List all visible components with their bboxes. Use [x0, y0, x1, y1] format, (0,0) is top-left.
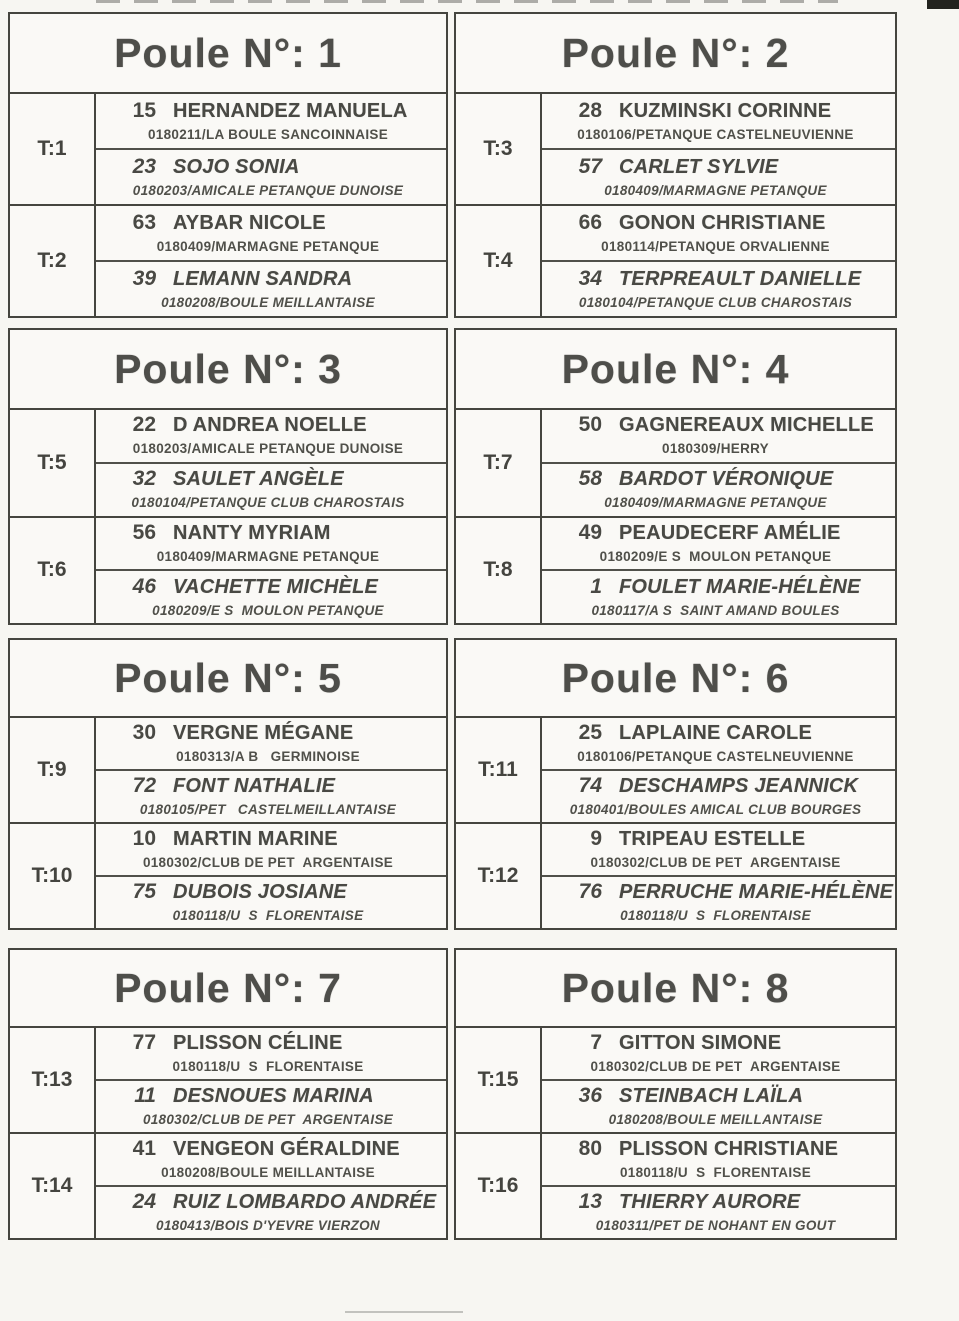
player-club: 0180117/A S SAINT AMAND BOULES	[591, 602, 840, 618]
pool-4-title: Poule N°: 4	[561, 345, 790, 392]
player-club: 0180302/CLUB DE PET ARGENTAISE	[590, 855, 841, 870]
player-number: 66	[578, 210, 602, 234]
player-club: 0180104/PETANQUE CLUB CHAROSTAIS	[578, 294, 853, 310]
player-club: 0180302/CLUB DE PET ARGENTAISE	[142, 1112, 394, 1127]
player-club: 0180203/AMICALE PETANQUE DUNOISE	[132, 182, 404, 198]
scan-bottom-mark	[345, 1311, 463, 1313]
pool-2-title: Poule N°: 2	[561, 29, 790, 76]
player-club: 0180409/MARMAGNE PETANQUE	[604, 495, 827, 511]
player-name: NANTY MYRIAM	[173, 521, 331, 544]
pool-8-title: Poule N°: 8	[561, 964, 790, 1011]
terrain-t2-label: T:2	[10, 206, 96, 316]
player-name: FONT NATHALIE	[173, 775, 336, 797]
player-club: 0180118/U S FLORENTAISE	[172, 1059, 364, 1074]
pool-3-title: Poule N°: 3	[114, 345, 342, 392]
player-club: 0180302/CLUB DE PET ARGENTAISE	[590, 1059, 841, 1074]
terrain-t3	[456, 94, 895, 206]
player-number: 30	[132, 721, 156, 744]
player-club: 0180118/U S FLORENTAISE	[619, 1165, 812, 1180]
player-name: SOJO SONIA	[173, 155, 300, 178]
player-club: 0180211/LA BOULE SANCOINNAISE	[147, 126, 389, 142]
player-row	[542, 410, 895, 464]
pool-1-title: Poule N°: 1	[114, 29, 342, 76]
pool-5-title: Poule N°: 5	[114, 654, 342, 701]
pool-6	[454, 638, 897, 930]
pool-2	[454, 12, 897, 318]
terrain-t6	[10, 518, 446, 624]
player-number: 24	[132, 1190, 156, 1213]
player-name: AYBAR NICOLE	[173, 211, 326, 234]
player-row	[542, 1134, 895, 1187]
player-club: 0180118/U S FLORENTAISE	[620, 908, 811, 923]
player-row	[542, 824, 895, 877]
player-number: 56	[132, 520, 156, 544]
player-number: 63	[132, 210, 156, 234]
player-row	[96, 1187, 446, 1238]
terrain-t1-label: T:1	[10, 94, 96, 204]
player-name: TRIPEAU ESTELLE	[619, 828, 806, 850]
pool-1	[8, 12, 448, 318]
player-number: 39	[132, 266, 156, 290]
player-name: TERPREAULT DANIELLE	[619, 267, 862, 290]
player-name: BARDOT VÉRONIQUE	[619, 468, 834, 491]
player-club: 0180106/PETANQUE CASTELNEUVIENNE	[577, 126, 854, 142]
player-number: 25	[578, 721, 602, 744]
player-club: 0180309/HERRY	[662, 441, 769, 457]
player-name: LAPLAINE CAROLE	[619, 722, 812, 744]
player-name: DESNOUES MARINA	[173, 1085, 374, 1107]
terrain-t1	[10, 94, 446, 206]
player-name: SAULET ANGÈLE	[173, 468, 344, 491]
player-club: 0180106/PETANQUE CASTELNEUVIENNE	[577, 749, 854, 764]
terrain-t7	[456, 410, 895, 518]
terrain-t13	[10, 1028, 446, 1134]
player-name: STEINBACH LAÏLA	[619, 1085, 804, 1107]
player-club: 0180401/BOULES AMICAL CLUB BOURGES	[569, 802, 862, 817]
pool-7-title: Poule N°: 7	[114, 964, 342, 1011]
player-name: GONON CHRISTIANE	[619, 211, 826, 234]
player-name: KUZMINSKI CORINNE	[619, 99, 832, 122]
player-name: FOULET MARIE-HÉLÈNE	[619, 575, 861, 598]
player-row	[542, 718, 895, 771]
player-name: VACHETTE MICHÈLE	[173, 575, 379, 598]
terrain-t12	[456, 824, 895, 928]
player-name: VERGNE MÉGANE	[173, 722, 354, 744]
player-row	[96, 1081, 446, 1132]
player-name: GITTON SIMONE	[619, 1032, 782, 1054]
player-name: PLISSON CÉLINE	[173, 1032, 343, 1054]
pool-2-header	[456, 14, 895, 94]
player-name: RUIZ LOMBARDO ANDRÉE	[173, 1191, 437, 1213]
player-club: 0180413/BOIS D'YEVRE VIERZON	[156, 1218, 380, 1233]
player-number: 50	[578, 413, 602, 437]
terrain-t9-label: T:9	[10, 718, 96, 822]
player-row	[96, 206, 446, 262]
player-club: 0180118/U S FLORENTAISE	[172, 908, 364, 923]
player-club: 0180302/CLUB DE PET ARGENTAISE	[142, 855, 394, 870]
player-club: 0180208/BOULE MEILLANTAISE	[161, 294, 375, 310]
player-club: 0180409/MARMAGNE PETANQUE	[156, 548, 380, 564]
player-club: 0180311/PET DE NOHANT EN GOUT	[595, 1218, 836, 1233]
terrain-t11-label: T:11	[456, 718, 542, 822]
player-row	[542, 571, 895, 623]
player-club: 0180409/MARMAGNE PETANQUE	[156, 238, 380, 254]
player-row	[542, 94, 895, 150]
terrain-t14-label: T:14	[10, 1134, 96, 1238]
pool-7	[8, 948, 448, 1240]
player-number: 72	[132, 774, 156, 797]
pool-6-title: Poule N°: 6	[561, 654, 790, 701]
pool-3-header	[10, 330, 446, 410]
player-number: 32	[132, 467, 156, 491]
player-row	[542, 1081, 895, 1132]
player-name: THIERRY AURORE	[619, 1191, 801, 1213]
player-name: D ANDREA NOELLE	[173, 414, 367, 437]
player-name: MARTIN MARINE	[173, 828, 338, 850]
player-number: 80	[578, 1137, 602, 1160]
player-number: 15	[132, 98, 156, 122]
player-name: CARLET SYLVIE	[619, 155, 779, 178]
player-number: 58	[578, 467, 602, 491]
player-number: 13	[578, 1190, 602, 1213]
player-row	[96, 94, 446, 150]
player-number: 7	[590, 1031, 602, 1054]
player-number: 11	[134, 1084, 156, 1107]
terrain-t10-label: T:10	[10, 824, 96, 928]
player-row	[96, 150, 446, 204]
terrain-t13-label: T:13	[10, 1028, 96, 1132]
player-row	[96, 718, 446, 771]
player-number: 23	[132, 154, 156, 178]
player-number: 75	[132, 880, 156, 903]
player-row	[96, 262, 446, 316]
player-row	[542, 206, 895, 262]
player-name: PERRUCHE MARIE-HÉLÈNE	[619, 881, 894, 903]
terrain-t9	[10, 718, 446, 824]
player-row	[542, 262, 895, 316]
terrain-t4	[456, 206, 895, 316]
pool-1-header	[10, 14, 446, 94]
terrain-t7-label: T:7	[456, 410, 542, 516]
player-number: 57	[578, 154, 602, 178]
player-number: 10	[132, 827, 156, 850]
player-name: PLISSON CHRISTIANE	[619, 1138, 839, 1160]
terrain-t10	[10, 824, 446, 928]
player-name: GAGNEREAUX MICHELLE	[619, 414, 874, 437]
scan-corner-mark	[927, 0, 959, 9]
terrain-t8-label: T:8	[456, 518, 542, 624]
player-row	[96, 571, 446, 623]
player-row	[542, 518, 895, 572]
pool-4-header	[456, 330, 895, 410]
player-name: HERNANDEZ MANUELA	[173, 99, 408, 122]
player-number: 76	[578, 880, 602, 903]
player-row	[96, 464, 446, 516]
player-club: 0180114/PETANQUE ORVALIENNE	[601, 238, 830, 254]
player-club: 0180209/E S MOULON PETANQUE	[152, 602, 384, 618]
player-number: 1	[590, 574, 602, 598]
player-row	[96, 877, 446, 928]
pool-6-header	[456, 640, 895, 718]
player-club: 0180313/A B GERMINOISE	[176, 749, 360, 764]
player-club: 0180105/PET CASTELMEILLANTAISE	[139, 802, 397, 817]
terrain-t15	[456, 1028, 895, 1134]
scan-cutoff-line	[96, 0, 838, 3]
terrain-t3-label: T:3	[456, 94, 542, 204]
player-number: 77	[132, 1031, 156, 1054]
pool-8-header	[456, 950, 895, 1028]
player-number: 41	[132, 1137, 156, 1160]
player-row	[96, 1028, 446, 1081]
player-row	[96, 1134, 446, 1187]
player-name: VENGEON GÉRALDINE	[173, 1138, 400, 1160]
player-club: 0180209/E S MOULON PETANQUE	[599, 548, 832, 564]
player-row	[542, 877, 895, 928]
terrain-t5-label: T:5	[10, 410, 96, 516]
player-row	[96, 771, 446, 822]
terrain-t11	[456, 718, 895, 824]
pool-7-header	[10, 950, 446, 1028]
terrain-t5	[10, 410, 446, 518]
pool-5-header	[10, 640, 446, 718]
terrain-t15-label: T:15	[456, 1028, 542, 1132]
player-name: PEAUDECERF AMÉLIE	[619, 521, 841, 544]
player-club: 0180208/BOULE MEILLANTAISE	[161, 1165, 375, 1180]
player-row	[96, 824, 446, 877]
player-row	[542, 150, 895, 204]
player-name: LEMANN SANDRA	[173, 267, 353, 290]
player-number: 49	[578, 520, 602, 544]
player-club: 0180104/PETANQUE CLUB CHAROSTAIS	[131, 495, 405, 511]
player-number: 22	[132, 413, 156, 437]
terrain-t6-label: T:6	[10, 518, 96, 624]
player-row	[96, 410, 446, 464]
player-number: 9	[590, 827, 602, 850]
player-number: 34	[578, 266, 602, 290]
terrain-t14	[10, 1134, 446, 1238]
terrain-t16-label: T:16	[456, 1134, 542, 1238]
player-row	[542, 1028, 895, 1081]
terrain-t12-label: T:12	[456, 824, 542, 928]
player-number: 46	[132, 574, 156, 598]
pool-5	[8, 638, 448, 930]
player-club: 0180409/MARMAGNE PETANQUE	[604, 182, 827, 198]
player-name: DUBOIS JOSIANE	[173, 881, 347, 903]
player-number: 74	[578, 774, 602, 797]
player-club: 0180203/AMICALE PETANQUE DUNOISE	[132, 441, 404, 457]
player-name: DESCHAMPS JEANNICK	[619, 775, 859, 797]
player-row	[542, 464, 895, 516]
pool-3	[8, 328, 448, 625]
player-row	[96, 518, 446, 572]
terrain-t2	[10, 206, 446, 316]
terrain-t16	[456, 1134, 895, 1238]
player-club: 0180208/BOULE MEILLANTAISE	[608, 1112, 823, 1127]
player-row	[542, 1187, 895, 1238]
terrain-t8	[456, 518, 895, 624]
player-number: 28	[578, 98, 602, 122]
terrain-t4-label: T:4	[456, 206, 542, 316]
pool-8	[454, 948, 897, 1240]
player-number: 36	[578, 1084, 602, 1107]
pool-4	[454, 328, 897, 625]
player-row	[542, 771, 895, 822]
